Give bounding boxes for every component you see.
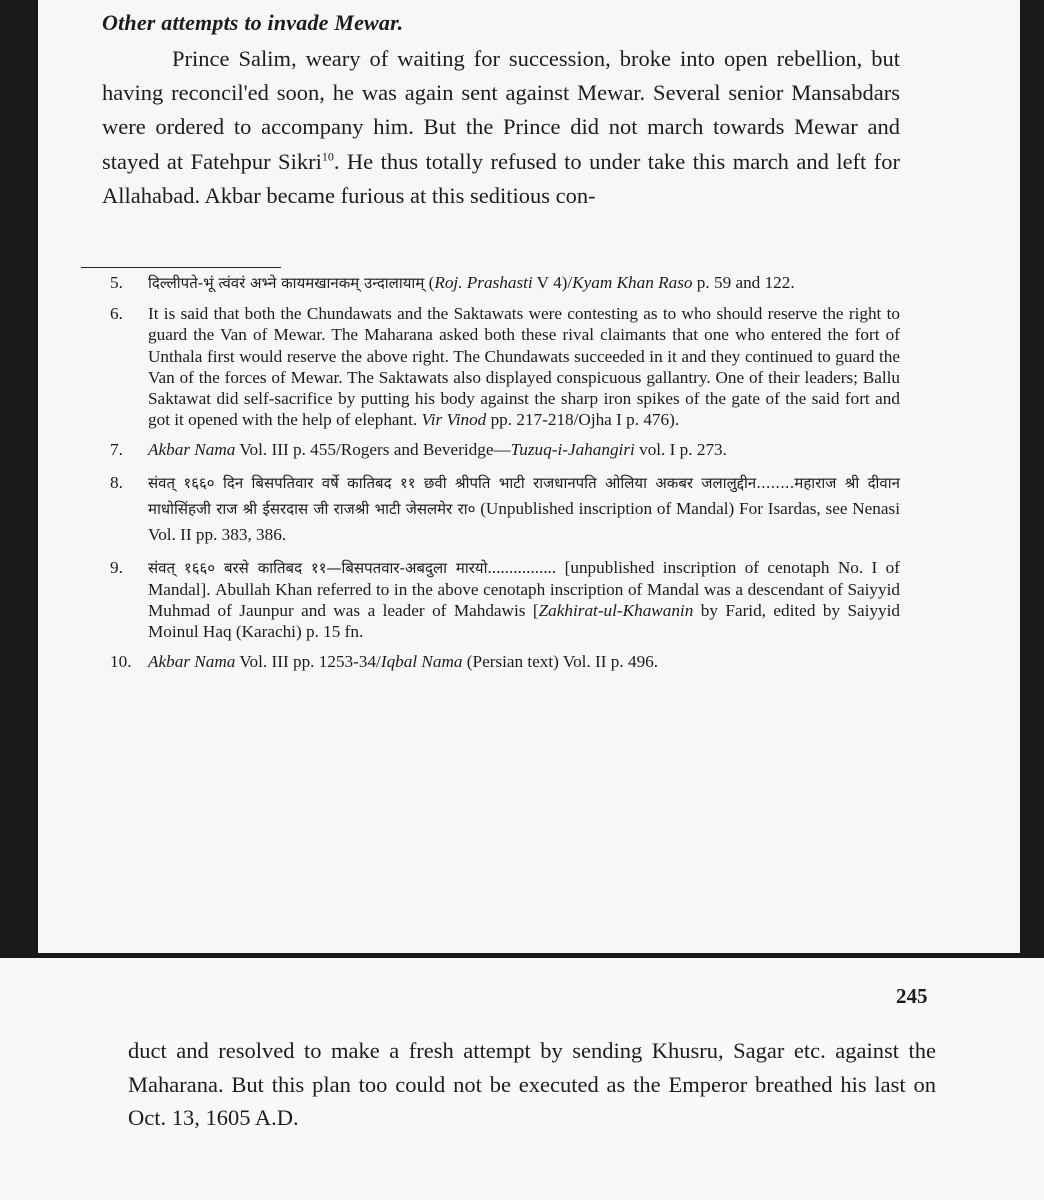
footnote-title: Iqbal Nama xyxy=(380,652,463,672)
footnote-title: Roj. Prashasti xyxy=(434,273,533,292)
footnote-title: Zakhirat-ul-Khawanin xyxy=(538,601,694,621)
footnote-text: vol. I p. 273. xyxy=(634,440,727,460)
footnote-text: ( xyxy=(424,273,435,292)
footnote-text: Vol. III pp. 1253-34/ xyxy=(235,652,381,672)
footnote-title: Akbar Nama xyxy=(148,652,236,672)
footnote-text: ................ [unpublished inscription of cenotaph No. I of Mandal]. Abullah Khan referred to in the above cenotaph inscription of Mandal was a descendant of Saiyyid Muhmad of Jaunpur and was a leader of Mahdawis [ xyxy=(148,557,900,621)
footnote-10 xyxy=(100,651,900,672)
continued-paragraph: duct and resolved to make a fresh attempt by sending Khusru, Sagar etc. against the Maharana. But this plan too could not be executed as the Emperor breathed his last on Oct. 13, 1605 A.D. xyxy=(128,1038,936,1130)
footnote-7 xyxy=(100,439,900,460)
footnote-title: Kyam Khan Raso xyxy=(572,273,693,292)
footnote-text: by Farid, edited by Saiyyid Moinul Haq (Karachi) p. 15 fn. xyxy=(148,601,901,642)
footnote-number: 7. xyxy=(110,440,123,460)
page-number: 245 xyxy=(896,984,928,1008)
footnote-text: pp. 217-218/Ojha I p. 476). xyxy=(486,410,680,430)
footnote-text: V 4)/ xyxy=(532,273,573,292)
footnote-title: Akbar Nama xyxy=(148,440,236,460)
body-text-part2: . He thus totally refused to under take this march and left for Allahabad. Akbar became furious at this seditious con- xyxy=(102,148,900,208)
book-page-top xyxy=(38,0,1020,953)
footnote-title: Tuzuq-i-Jahangiri xyxy=(510,440,635,460)
body-text-part1: Prince Salim, weary of waiting for succession, broke into open rebellion, but having reconcil'ed soon, he was again sent against Mewar. Several senior Mansabdars were ordered to accompany him. But the Prince did not march towards Mewar and stayed at Fatehpur Sikri xyxy=(102,46,900,174)
footnote-ref-10: 10 xyxy=(321,149,334,164)
footnote-number: 5. xyxy=(110,273,123,292)
footnote-5 xyxy=(100,272,900,294)
footnote-rule xyxy=(81,267,281,268)
footnote-devanagari: दिल्लीपते-भूं त्वंवरं अभ्ने कायमखानकम् उन्दालायाम् xyxy=(148,274,425,292)
footnote-text: (Persian text) Vol. II p. 496. xyxy=(462,652,659,672)
footnote-9 xyxy=(100,557,900,643)
body-paragraph xyxy=(102,42,900,213)
footnotes-list xyxy=(100,272,900,682)
footnote-8 xyxy=(100,470,900,548)
footnote-number: 9. xyxy=(110,557,123,577)
book-page-bottom xyxy=(0,958,1044,1200)
footnote-text: Vol. III p. 455/Rogers and Beveridge— xyxy=(235,440,511,460)
footnote-text: It is said that both the Chundawats and the Saktawats were contesting as to who should reserve the right to guard the Van of Mewar. The Maharana asked both these rival claimants that one who entered the fort of Unthala first would reserve the above right. The Chundawats succeeded in it and they continued to guard the Van of the forces of Mewar. The Saktawats also displayed conspicuous gallantry. One of their leaders; Ballu Saktawat did self-sacrifice by putting his body against the sharp iron spikes of the gate of the said fort and got it opened with the help of elephant. xyxy=(148,304,900,430)
footnote-text: p. 59 and 122. xyxy=(692,273,795,292)
footnote-number: 6. xyxy=(110,304,123,324)
footnote-number: 10. xyxy=(110,652,132,672)
footnote-number: 8. xyxy=(110,472,123,492)
footnote-text: (Unpublished inscription of Mandal) For Isardas, see Nenasi Vol. II pp. 383, 386. xyxy=(148,498,900,544)
section-heading: Other attempts to invade Mewar. xyxy=(102,10,404,35)
footnote-6 xyxy=(100,303,900,430)
footnote-devanagari: संवत् १६६० दिन बिसपतिवार वर्षे कातिबद ११ छवी श्रीपति भाटी राजधानपति ओलिया अकबर जलालुद्दीन........महाराज श्री दीवान माधोसिंहजी राज श्री ईसरदास जी राजश्री भाटी जेसलमेर रा० xyxy=(148,473,900,518)
footnote-devanagari: संवत् १६६० बरसे कातिबद ११—बिसपतवार-अबदुला मारयो xyxy=(148,558,488,577)
footnote-title: Vir Vinod xyxy=(421,410,487,430)
